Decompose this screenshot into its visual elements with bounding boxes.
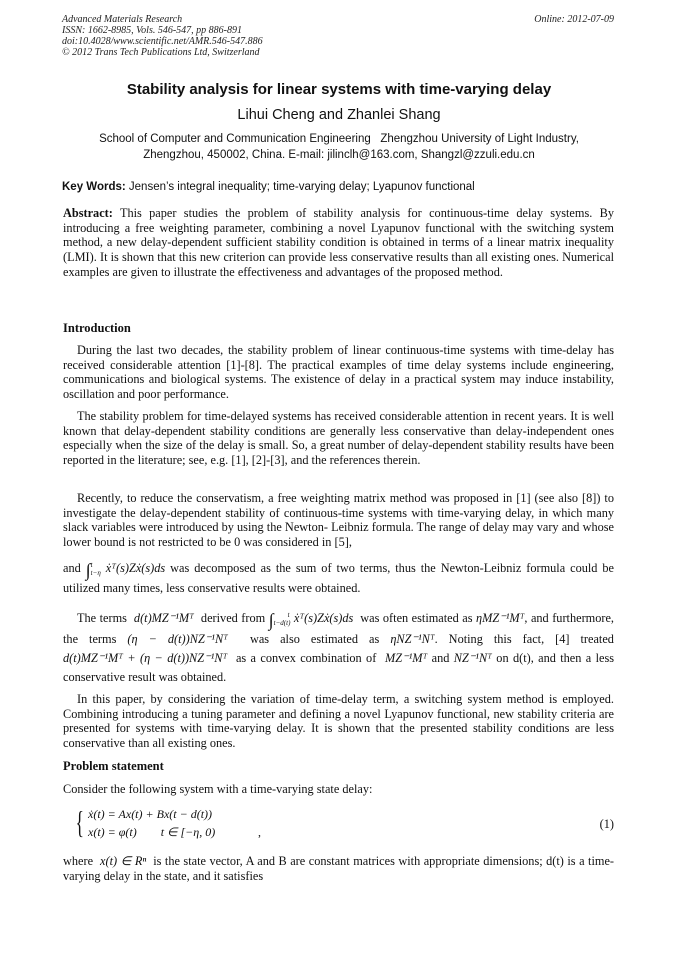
doi: doi:10.4028/www.scientific.net/AMR.546-547.886: [62, 36, 263, 47]
problem-p1-text: Consider the following system with a time-varying state delay:: [63, 782, 373, 796]
affiliation-line-2: Zhengzhou, 450002, China. E-mail: jilinclh@163.com, Shangzl@zzuli.edu.cn: [143, 149, 535, 161]
p4-text-8: and: [431, 651, 450, 665]
intro-p3b-post: was decomposed as the sum of two terms, thus the Newton-Leibniz formula could be utilized many times, less conservative results were obtained.: [63, 561, 615, 595]
journal-header: [62, 14, 263, 58]
section-heading-introduction: Introduction: [63, 321, 131, 335]
problem-p2-post: is the state vector, A and B are constant matrices with appropriate dimensions; d(t) is a time-varying delay in the state, and it satisfies: [63, 854, 614, 883]
paper-title: Stability analysis for linear systems with time-varying delay: [126, 81, 552, 98]
p4-text-6: . Noting this fact, [4] treated: [434, 632, 614, 646]
formula-dMZM: d(t)MZ⁻¹Mᵀ: [133, 611, 194, 625]
formula-NZN: NZ⁻¹Nᵀ: [453, 651, 492, 665]
keywords: [62, 180, 616, 194]
problem-p2-pre: where: [63, 854, 94, 868]
online-date: Online: 2012-07-09: [534, 14, 614, 25]
intro-paragraph-3-cont: [63, 559, 614, 597]
affiliation: [62, 131, 616, 163]
equation-line-1: ẋ(t) = Ax(t) + Bx(t − d(t)): [88, 807, 213, 821]
p4-text-5: was also estimated as: [249, 632, 380, 646]
issn: ISSN: 1662-8985, Vols. 546-547, pp 886-891: [62, 25, 242, 36]
problem-paragraph-1: [63, 782, 614, 797]
intro-paragraph-3: [63, 491, 614, 550]
p4-text-2: derived from: [200, 611, 266, 625]
copyright: © 2012 Trans Tech Publications Ltd, Switzerland: [62, 47, 260, 58]
keywords-label: Key Words:: [62, 181, 126, 193]
abstract: [63, 206, 614, 280]
p4-text-9: on d(t), and then a less conservative result was obtained.: [63, 651, 615, 684]
intro-paragraph-2: [63, 409, 614, 468]
intro-paragraph-5: [63, 692, 614, 751]
p4-text-1: The terms: [77, 611, 127, 625]
abstract-text: This paper studies the problem of stability analysis for continuous-time delay systems. By introducing a free weighting parameter, combining a novel Lyapunov functional with the switching system method, a new delay-dependent sufficient stability condition is obtained in terms of a linear matrix inequality (LMI). It is shown that this new criterion can provide less conservative results than all existing ones. Numerical examples are given to illustrate the effectiveness and advantages of the proposed method.: [63, 206, 614, 279]
integral-formula-2: ∫ t t−d(t) ẋᵀ(s)Zẋ(s)ds: [268, 610, 354, 630]
abstract-label: Abstract:: [63, 206, 113, 220]
integral-formula-1: ∫t t−η ẋᵀ(s)Zẋ(s)ds: [85, 560, 166, 580]
p4-text-4: , and furthermore, the terms: [63, 611, 614, 646]
formula-etaMZM: ηMZ⁻¹Mᵀ: [476, 611, 525, 625]
intro-p3b-pre: and: [63, 561, 81, 575]
equation-1: { ẋ(t) = Ax(t) + Bx(t − d(t)) x(t) = φ(t) t ∈ [−η, 0) , (1): [75, 804, 614, 840]
keywords-text: Jensen’s integral inequality; time-varying delay; Lyapunov functional: [125, 181, 475, 193]
intro-p3a-text: Recently, to reduce the conservatism, a free weighting matrix method was proposed in [1] (see also [8]) to investigate the delay-dependent stability of continuous-time systems with time-varying delay, in which many slack variables were introduced by using the Newton- Leibniz formula. The range of delay may vary and whose lower bound is not restricted to be 0 was considered in [5],: [63, 491, 614, 550]
p4-text-3: was often estimated as: [360, 611, 473, 625]
formula-etaNZN: ηNZ⁻¹Nᵀ: [390, 632, 435, 646]
formula-convex: d(t)MZ⁻¹Mᵀ + (η − d(t))NZ⁻¹Nᵀ: [63, 651, 228, 665]
journal-name: Advanced Materials Research: [62, 14, 183, 25]
formula-x-in-Rn: x(t) ∈ Rⁿ: [100, 854, 147, 868]
section-heading-problem: Problem statement: [63, 759, 164, 773]
equation-number: (1): [599, 817, 614, 831]
intro-p2-text: The stability problem for time-delayed systems has received considerable attention in recent years. It is well known that delay-dependent stability conditions are generally less conservative than delay-independent ones especially when the size of the delay is small. So, a great number of delay-dependent stability results have been reported in the literature; see, e.g. [1], [2]-[3], and the references therein.: [63, 409, 614, 468]
authors: Lihui Cheng and Zhanlei Shang: [237, 107, 441, 123]
problem-paragraph-2: [63, 854, 614, 883]
equation-brace: {: [75, 804, 84, 840]
intro-paragraph-1: [63, 343, 614, 402]
formula-eta-dNZN: (η − d(t))NZ⁻¹Nᵀ: [127, 632, 228, 646]
intro-paragraph-4: [63, 609, 614, 687]
intro-p1-text: During the last two decades, the stability problem of linear continuous-time systems with time-delay has received considerable attention [1]-[8]. The practical examples of time delay systems include engineering, communications and biological systems. The existence of delay in a practical system may induce instability, oscillation and poor performance.: [63, 343, 614, 402]
p4-text-7: as a convex combination of: [235, 651, 377, 665]
equation-line-2: x(t) = φ(t) t ∈ [−η, 0): [88, 825, 216, 839]
affiliation-line-1: School of Computer and Communication Engineering Zhengzhou University of Light Industry,: [99, 133, 579, 145]
intro-p5-text: In this paper, by considering the variation of time-delay term, a switching system method is employed. Combining introducing a tuning parameter and defining a novel Lyapunov functional, new stability criteria are presented for systems with time-varying delay. It is shown that the presented stability conditions are less conservative than all existing ones.: [63, 692, 614, 751]
formula-MZM: MZ⁻¹Mᵀ: [385, 651, 428, 665]
